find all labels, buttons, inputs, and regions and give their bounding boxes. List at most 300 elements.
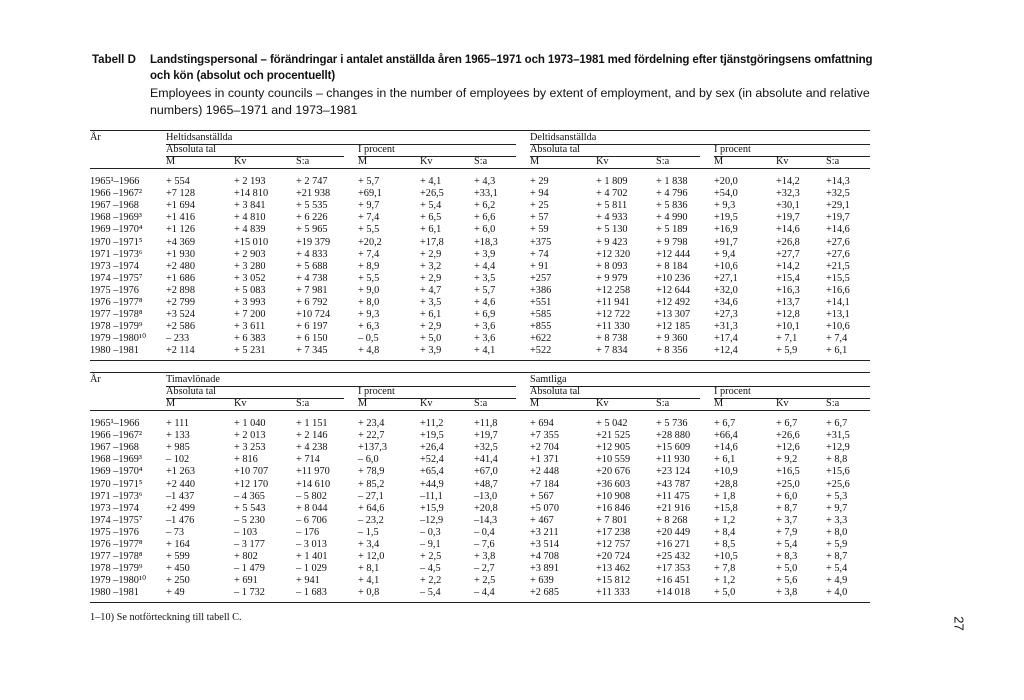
table-cell: +27,7 bbox=[776, 248, 800, 260]
row-year-label: 1965¹–1966 bbox=[90, 176, 140, 187]
table-cell: + 5,0 bbox=[776, 563, 798, 575]
table-cell: + 6 792 bbox=[296, 297, 328, 308]
column-header: S:a bbox=[296, 156, 310, 167]
table-cell: + 4,3 bbox=[474, 176, 496, 187]
table-cell: +1 930 bbox=[166, 248, 195, 260]
table-cell: – 0,5 bbox=[358, 333, 379, 345]
table-cell: + 8,3 bbox=[776, 551, 798, 563]
table-cell: + 9,4 bbox=[714, 248, 736, 260]
table-cell: –1 476 bbox=[166, 514, 195, 526]
row-year-label: 1979 –1980¹⁰ bbox=[90, 575, 147, 587]
table-cell: – 176 bbox=[296, 526, 320, 538]
table-cell: +12 258 bbox=[596, 284, 631, 296]
table-cell: + 6,7 bbox=[714, 418, 736, 429]
header-rule bbox=[90, 410, 870, 411]
table-cell: +26,6 bbox=[776, 430, 800, 442]
table-cell: – 1,5 bbox=[358, 526, 379, 538]
table-cell: – 5,4 bbox=[420, 587, 441, 599]
column-header: S:a bbox=[656, 156, 670, 167]
table-cell: + 5 543 bbox=[234, 502, 266, 514]
table-cell: +32,0 bbox=[714, 284, 738, 296]
table-cell: +1 263 bbox=[166, 466, 195, 478]
column-header: M bbox=[530, 398, 540, 409]
table-cell: + 6,1 bbox=[826, 345, 848, 357]
table-cell: + 8 184 bbox=[656, 260, 688, 272]
table-cell: +12 722 bbox=[596, 309, 631, 321]
row-year-label: 1965¹–1966 bbox=[90, 418, 140, 429]
table-cell: + 59 bbox=[530, 224, 549, 236]
table-cell: + 9,3 bbox=[358, 309, 380, 321]
table-cell: – 2,7 bbox=[474, 563, 495, 575]
year-header: År bbox=[90, 374, 101, 385]
table-cell: + 5,0 bbox=[420, 333, 442, 345]
sub-header-abs-left: Absoluta tal bbox=[166, 144, 217, 155]
table-cell: +19,7 bbox=[776, 212, 800, 224]
sub-underline bbox=[358, 398, 516, 399]
table-label: Tabell D bbox=[92, 54, 136, 66]
table-cell: + 9 360 bbox=[656, 333, 688, 345]
table-cell: + 1 838 bbox=[656, 176, 688, 187]
table-cell: +10,6 bbox=[826, 321, 850, 333]
row-year-label: 1974 –1975⁷ bbox=[90, 514, 143, 526]
column-header: Kv bbox=[776, 398, 789, 409]
table-cell: +16 846 bbox=[596, 502, 631, 514]
table-cell: + 7 834 bbox=[596, 345, 628, 357]
table-cell: + 5 083 bbox=[234, 284, 266, 296]
table-cell: + 4,1 bbox=[474, 345, 496, 357]
table-cell: +1 694 bbox=[166, 200, 195, 212]
row-year-label: 1976 –1977⁸ bbox=[90, 539, 143, 550]
table-cell: +3 524 bbox=[166, 309, 195, 321]
table-cell: –12,9 bbox=[420, 514, 444, 526]
table-cell: + 5,5 bbox=[358, 272, 380, 284]
table-cell: +48,7 bbox=[474, 478, 498, 490]
table-cell: – 6 706 bbox=[296, 514, 327, 526]
table-cell: +25,6 bbox=[826, 478, 850, 490]
table-cell: + 7,8 bbox=[714, 563, 736, 575]
table-cell: + 6,1 bbox=[420, 224, 442, 236]
row-year-label: 1974 –1975⁷ bbox=[90, 272, 143, 284]
column-header: S:a bbox=[826, 156, 840, 167]
table-cell: +12,6 bbox=[776, 442, 800, 454]
row-year-label: 1977 –1978⁸ bbox=[90, 309, 143, 321]
table-cell: +2 685 bbox=[530, 587, 559, 599]
column-header: M bbox=[358, 156, 368, 167]
table-cell: + 4 990 bbox=[656, 212, 688, 224]
table-cell: +12 905 bbox=[596, 442, 631, 454]
table-cell: +5 070 bbox=[530, 502, 559, 514]
table-cell: + 7,9 bbox=[776, 526, 798, 538]
table-cell: +4 708 bbox=[530, 551, 559, 563]
table-cell: – 0,4 bbox=[474, 526, 495, 538]
table-cell: – 7,6 bbox=[474, 539, 495, 550]
row-year-label: 1977 –1978⁸ bbox=[90, 551, 143, 563]
table-cell: +30,1 bbox=[776, 200, 800, 212]
table-cell: + 250 bbox=[166, 575, 190, 587]
row-year-label: 1978 –1979⁹ bbox=[90, 321, 143, 333]
table-cell: +34,6 bbox=[714, 297, 738, 308]
table-cell: + 5 189 bbox=[656, 224, 688, 236]
table-cell: +1 371 bbox=[530, 454, 559, 466]
table-cell: – 103 bbox=[234, 526, 258, 538]
table-cell: – 102 bbox=[166, 454, 190, 466]
table-cell: +12,8 bbox=[776, 309, 800, 321]
table-cell: + 94 bbox=[530, 188, 549, 200]
table-cell: + 1,2 bbox=[714, 575, 736, 587]
table-cell: +11 970 bbox=[296, 466, 330, 478]
row-year-label: 1971 –1973⁶ bbox=[90, 490, 143, 502]
table-cell: + 2,9 bbox=[420, 321, 442, 333]
table-cell: +2 799 bbox=[166, 297, 195, 308]
footnote: 1–10) Se notförteckning till tabell C. bbox=[90, 612, 242, 623]
table-cell: + 5,4 bbox=[776, 539, 798, 550]
row-year-label: 1969 –1970⁴ bbox=[90, 466, 143, 478]
sub-header-pct-right: I procent bbox=[714, 144, 751, 155]
table-cell: +12 492 bbox=[656, 297, 691, 308]
table-cell: +26,8 bbox=[776, 236, 800, 248]
table-cell: + 2 013 bbox=[234, 430, 266, 442]
table-cell: + 8,7 bbox=[776, 502, 798, 514]
table-cell: +855 bbox=[530, 321, 552, 333]
table-cell: +2 704 bbox=[530, 442, 559, 454]
table-cell: + 6,2 bbox=[474, 200, 496, 212]
table-cell: +27,6 bbox=[826, 236, 850, 248]
sub-header-abs-left: Absoluta tal bbox=[166, 386, 217, 397]
table-cell: +20 676 bbox=[596, 466, 631, 478]
table-cell: +16,3 bbox=[776, 284, 800, 296]
table-cell: + 8,5 bbox=[714, 539, 736, 550]
table-cell: + 1,2 bbox=[714, 514, 736, 526]
sub-header-abs-right: Absoluta tal bbox=[530, 386, 581, 397]
table-cell: + 8,8 bbox=[826, 454, 848, 466]
year-header: År bbox=[90, 132, 101, 143]
column-header: Kv bbox=[234, 156, 247, 167]
table-cell: +14,2 bbox=[776, 260, 800, 272]
table-cell: + 5,9 bbox=[776, 345, 798, 357]
table-cell: + 4 810 bbox=[234, 212, 266, 224]
column-header: M bbox=[714, 398, 724, 409]
table-cell: + 554 bbox=[166, 176, 190, 187]
table-cell: – 4,5 bbox=[420, 563, 441, 575]
table-cell: +11 930 bbox=[656, 454, 690, 466]
table-cell: + 3,5 bbox=[420, 297, 442, 308]
group-underline-right bbox=[530, 386, 870, 387]
table-cell: +11,2 bbox=[420, 418, 444, 429]
table-cell: + 2 747 bbox=[296, 176, 328, 187]
table-cell: + 6,1 bbox=[420, 309, 442, 321]
table-cell: + 567 bbox=[530, 490, 554, 502]
table-cell: – 0,3 bbox=[420, 526, 441, 538]
column-header: Kv bbox=[776, 156, 789, 167]
table-cell: + 8,9 bbox=[358, 260, 380, 272]
table-cell: – 23,2 bbox=[358, 514, 384, 526]
table-cell: +16 271 bbox=[656, 539, 691, 550]
table-cell: + 6,0 bbox=[474, 224, 496, 236]
column-header: M bbox=[166, 398, 176, 409]
table-cell: +13,1 bbox=[826, 309, 850, 321]
table-cell: + 5 736 bbox=[656, 418, 688, 429]
table-cell: +10 559 bbox=[596, 454, 631, 466]
table-cell: +54,0 bbox=[714, 188, 738, 200]
table-cell: + 2 193 bbox=[234, 176, 266, 187]
table-cell: + 8 738 bbox=[596, 333, 628, 345]
table-cell: + 6,7 bbox=[776, 418, 798, 429]
table-cell: +14 610 bbox=[296, 478, 331, 490]
column-header: M bbox=[358, 398, 368, 409]
table-cell: +1 686 bbox=[166, 272, 195, 284]
table-cell: +12 170 bbox=[234, 478, 269, 490]
table-cell: + 5,0 bbox=[714, 587, 736, 599]
table-cell: + 6,7 bbox=[826, 418, 848, 429]
table-cell: + 714 bbox=[296, 454, 320, 466]
table-cell: – 1 732 bbox=[234, 587, 265, 599]
table-cell: +622 bbox=[530, 333, 552, 345]
table-cell: + 9,0 bbox=[358, 284, 380, 296]
table-cell: + 1 809 bbox=[596, 176, 628, 187]
table-cell: + 639 bbox=[530, 575, 554, 587]
table-cell: +21 916 bbox=[656, 502, 691, 514]
table-cell: – 27,1 bbox=[358, 490, 384, 502]
table-cell: + 8,4 bbox=[714, 526, 736, 538]
table-cell: + 5 130 bbox=[596, 224, 628, 236]
table-cell: + 12,0 bbox=[358, 551, 385, 563]
sub-underline bbox=[714, 156, 870, 157]
table-cell: + 816 bbox=[234, 454, 258, 466]
table-cell: +14,6 bbox=[714, 442, 738, 454]
table-cell: + 3,2 bbox=[420, 260, 442, 272]
table-cell: +19,5 bbox=[420, 430, 444, 442]
table-cell: – 5 802 bbox=[296, 490, 327, 502]
bottom-rule bbox=[90, 360, 870, 361]
table-cell: + 1,8 bbox=[714, 490, 736, 502]
table-cell: +10,9 bbox=[714, 466, 738, 478]
table-cell: +32,5 bbox=[826, 188, 850, 200]
table-cell: +25 432 bbox=[656, 551, 691, 563]
table-cell: +10 908 bbox=[596, 490, 631, 502]
table-cell: +41,4 bbox=[474, 454, 498, 466]
sub-underline bbox=[530, 156, 700, 157]
table-cell: +10 707 bbox=[234, 466, 269, 478]
table-cell: + 6 197 bbox=[296, 321, 328, 333]
row-year-label: 1978 –1979⁹ bbox=[90, 563, 143, 575]
table-cell: +2 448 bbox=[530, 466, 559, 478]
table-cell: +32,5 bbox=[474, 442, 498, 454]
table-cell: +14,3 bbox=[826, 176, 850, 187]
table-cell: – 6,0 bbox=[358, 454, 379, 466]
table-cell: + 1 040 bbox=[234, 418, 266, 429]
table-cell: + 78,9 bbox=[358, 466, 385, 478]
table-cell: +19,7 bbox=[474, 430, 498, 442]
table-cell: – 3 013 bbox=[296, 539, 327, 550]
table-cell: +17 353 bbox=[656, 563, 691, 575]
table-cell: +21,5 bbox=[826, 260, 850, 272]
table-cell: + 691 bbox=[234, 575, 258, 587]
row-year-label: 1968 –1969³ bbox=[90, 212, 142, 224]
row-year-label: 1969 –1970⁴ bbox=[90, 224, 143, 236]
table-cell: +11 475 bbox=[656, 490, 690, 502]
row-year-label: 1967 –1968 bbox=[90, 442, 139, 454]
table-cell: + 5,5 bbox=[358, 224, 380, 236]
table-cell: +29,1 bbox=[826, 200, 850, 212]
table-cell: + 85,2 bbox=[358, 478, 385, 490]
top-rule bbox=[90, 372, 870, 373]
table-cell: +20,8 bbox=[474, 502, 498, 514]
table-cell: + 111 bbox=[166, 418, 190, 429]
table-cell: +10,5 bbox=[714, 551, 738, 563]
table-cell: + 8 356 bbox=[656, 345, 688, 357]
table-cell: + 4 796 bbox=[656, 188, 688, 200]
table-cell: –13,0 bbox=[474, 490, 498, 502]
column-header: S:a bbox=[474, 156, 488, 167]
table-cell: + 91 bbox=[530, 260, 549, 272]
table-cell: – 1 029 bbox=[296, 563, 327, 575]
table-cell: +3 514 bbox=[530, 539, 559, 550]
sub-underline bbox=[166, 156, 344, 157]
table-cell: +2 499 bbox=[166, 502, 195, 514]
table-cell: +15,6 bbox=[826, 466, 850, 478]
table-cell: +20 449 bbox=[656, 526, 691, 538]
table-cell: +7 184 bbox=[530, 478, 559, 490]
table-cell: – 4 365 bbox=[234, 490, 265, 502]
table-cell: + 8,0 bbox=[358, 297, 380, 308]
table-cell: +15,4 bbox=[776, 272, 800, 284]
table-cell: – 4,4 bbox=[474, 587, 495, 599]
sub-header-pct-left: I procent bbox=[358, 386, 395, 397]
table-cell: +44,9 bbox=[420, 478, 444, 490]
column-header: M bbox=[166, 156, 176, 167]
table-cell: +26,5 bbox=[420, 188, 444, 200]
table-cell: – 9,1 bbox=[420, 539, 441, 550]
table-cell: +16,5 bbox=[776, 466, 800, 478]
table-cell: + 23,4 bbox=[358, 418, 385, 429]
row-year-label: 1976 –1977⁸ bbox=[90, 297, 143, 308]
table-cell: +13 307 bbox=[656, 309, 691, 321]
table-cell: + 7 801 bbox=[596, 514, 628, 526]
row-year-label: 1975 –1976 bbox=[90, 284, 139, 296]
table-cell: + 7,4 bbox=[826, 333, 848, 345]
row-year-label: 1980 –1981 bbox=[90, 345, 139, 357]
table-cell: +2 114 bbox=[166, 345, 195, 357]
group-underline-left bbox=[166, 144, 516, 145]
table-cell: + 4,1 bbox=[358, 575, 380, 587]
table-cell: +67,0 bbox=[474, 466, 498, 478]
table-cell: +20,2 bbox=[358, 236, 382, 248]
table-cell: + 64,6 bbox=[358, 502, 385, 514]
table-cell: +31,5 bbox=[826, 430, 850, 442]
table-cell: + 7 981 bbox=[296, 284, 328, 296]
table-cell: + 7,4 bbox=[358, 248, 380, 260]
column-header: Kv bbox=[234, 398, 247, 409]
table-cell: +10 724 bbox=[296, 309, 331, 321]
table-cell: – 3 177 bbox=[234, 539, 265, 550]
column-header: S:a bbox=[656, 398, 670, 409]
table-cell: +585 bbox=[530, 309, 552, 321]
table-cell: +15,9 bbox=[420, 502, 444, 514]
table-cell: +12 644 bbox=[656, 284, 691, 296]
table-cell: +27,3 bbox=[714, 309, 738, 321]
table-cell: +2 586 bbox=[166, 321, 195, 333]
table-cell: +26,4 bbox=[420, 442, 444, 454]
table-cell: +12 185 bbox=[656, 321, 691, 333]
sub-header-pct-left: I procent bbox=[358, 144, 395, 155]
table-cell: + 6,6 bbox=[474, 212, 496, 224]
row-year-label: 1973 –1974 bbox=[90, 260, 139, 272]
table-cell: +11 941 bbox=[596, 297, 630, 308]
table-cell: +12 320 bbox=[596, 248, 631, 260]
row-year-label: 1966 –1967² bbox=[90, 430, 142, 442]
column-header: S:a bbox=[826, 398, 840, 409]
table-cell: + 6,1 bbox=[714, 454, 736, 466]
table-cell: + 3,5 bbox=[474, 272, 496, 284]
table-cell: + 133 bbox=[166, 430, 190, 442]
table-cell: +15 010 bbox=[234, 236, 269, 248]
table-cell: + 6,3 bbox=[358, 321, 380, 333]
table-cell: + 3 052 bbox=[234, 272, 266, 284]
row-year-label: 1970 –1971⁵ bbox=[90, 236, 143, 248]
table-cell: + 5 836 bbox=[656, 200, 688, 212]
table-cell: + 4,4 bbox=[474, 260, 496, 272]
group-header-left: Heltidsanställda bbox=[166, 132, 233, 143]
table-cell: +21 938 bbox=[296, 188, 331, 200]
table-cell: + 1 401 bbox=[296, 551, 328, 563]
table-cell: + 5 688 bbox=[296, 260, 328, 272]
table-cell: – 1 683 bbox=[296, 587, 327, 599]
sub-header-pct-right: I procent bbox=[714, 386, 751, 397]
table-cell: + 49 bbox=[166, 587, 185, 599]
table-cell: + 8 268 bbox=[656, 514, 688, 526]
table-cell: +11 333 bbox=[596, 587, 630, 599]
table-cell: + 5,4 bbox=[826, 563, 848, 575]
row-year-label: 1975 –1976 bbox=[90, 526, 139, 538]
table-cell: +10,1 bbox=[776, 321, 800, 333]
table-cell: + 25 bbox=[530, 200, 549, 212]
table-cell: + 8 093 bbox=[596, 260, 628, 272]
row-year-label: 1973 –1974 bbox=[90, 502, 139, 514]
table-cell: +32,3 bbox=[776, 188, 800, 200]
table-cell: + 4,0 bbox=[826, 587, 848, 599]
table-cell: +17 238 bbox=[596, 526, 631, 538]
table-cell: + 164 bbox=[166, 539, 190, 550]
table-cell: + 6 383 bbox=[234, 333, 266, 345]
sub-header-abs-right: Absoluta tal bbox=[530, 144, 581, 155]
table-cell: + 4,9 bbox=[826, 575, 848, 587]
row-year-label: 1979 –1980¹⁰ bbox=[90, 333, 147, 345]
table-cell: + 3,8 bbox=[776, 587, 798, 599]
table-cell: +3 891 bbox=[530, 563, 559, 575]
table-cell: + 5,9 bbox=[826, 539, 848, 550]
table-cell: + 2,9 bbox=[420, 272, 442, 284]
table-cell: – 73 bbox=[166, 526, 185, 538]
table-cell: +14,2 bbox=[776, 176, 800, 187]
table-cell: + 3 993 bbox=[234, 297, 266, 308]
table-cell: + 599 bbox=[166, 551, 190, 563]
column-header: S:a bbox=[296, 398, 310, 409]
table-cell: + 6 150 bbox=[296, 333, 328, 345]
table-cell: + 941 bbox=[296, 575, 320, 587]
table-cell: +20 724 bbox=[596, 551, 631, 563]
table-cell: +2 440 bbox=[166, 478, 195, 490]
table-cell: + 7 345 bbox=[296, 345, 328, 357]
table-cell: + 4 702 bbox=[596, 188, 628, 200]
row-year-label: 1971 –1973⁶ bbox=[90, 248, 143, 260]
table-cell: + 3,8 bbox=[474, 551, 496, 563]
table-cell: +11,8 bbox=[474, 418, 498, 429]
table-cell: +15,5 bbox=[826, 272, 850, 284]
row-year-label: 1967 –1968 bbox=[90, 200, 139, 212]
table-cell: +65,4 bbox=[420, 466, 444, 478]
table-cell: + 5 535 bbox=[296, 200, 328, 212]
table-cell: +23 124 bbox=[656, 466, 691, 478]
